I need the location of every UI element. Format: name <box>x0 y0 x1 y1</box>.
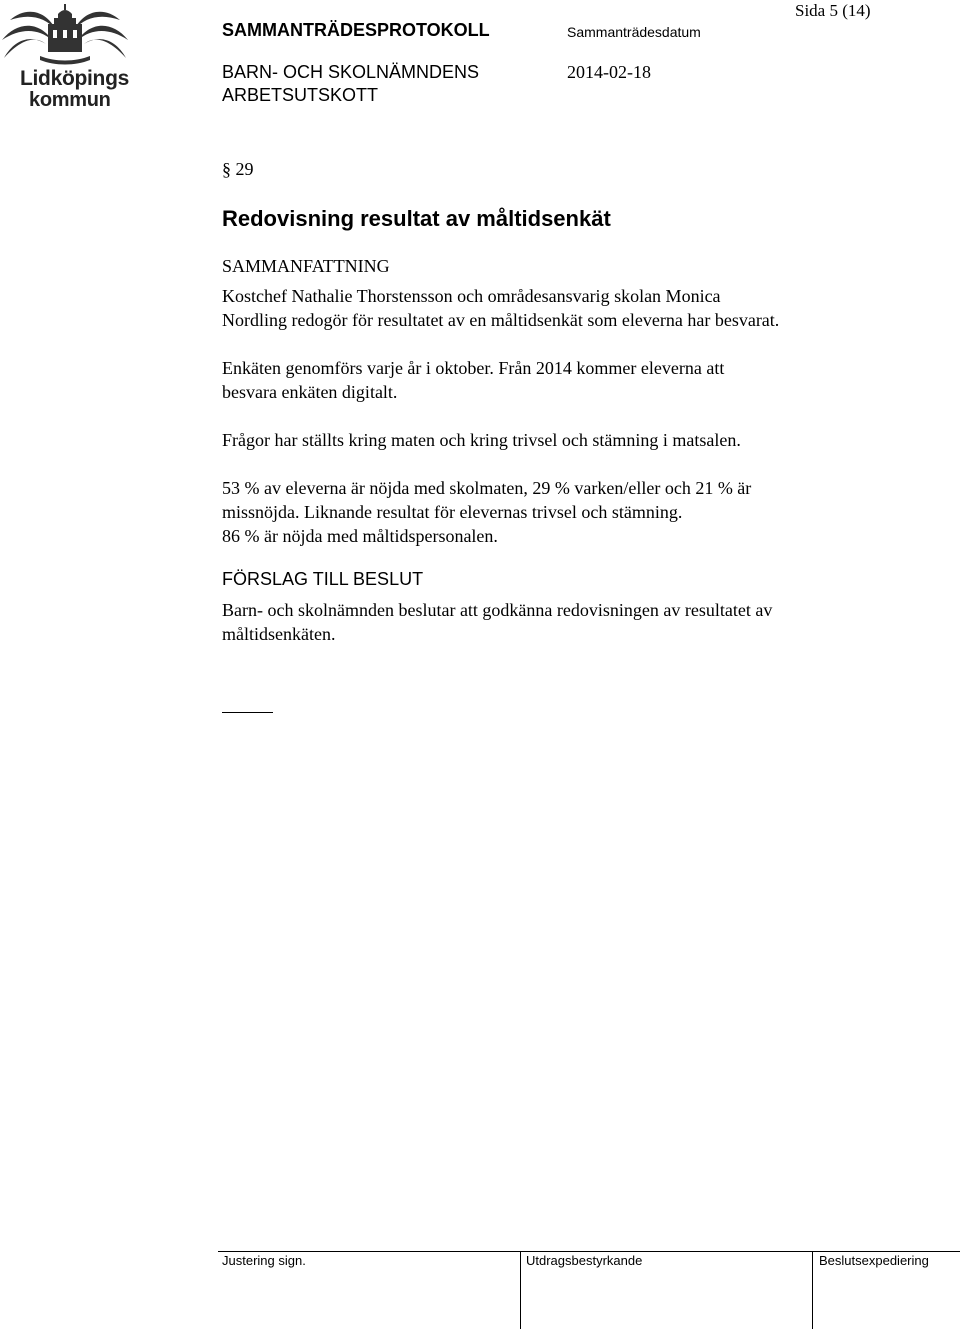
footer-justering-label: Justering sign. <box>222 1253 306 1268</box>
text-line: Enkäten genomförs varje år i oktober. Från 2014 kommer eleverna att <box>222 358 725 378</box>
footer-beslut-label: Beslutsexpediering <box>819 1253 929 1268</box>
proposal-heading: FÖRSLAG TILL BESLUT <box>222 569 424 589</box>
meeting-date-value: 2014-02-18 <box>567 62 651 82</box>
text-line: missnöjda. Liknande resultat för elevernas trivsel och stämning. <box>222 502 683 522</box>
text-line: Barn- och skolnämnden beslutar att godkänna redovisningen av resultatet av <box>222 600 773 620</box>
page-number: Sida 5 (14) <box>795 1 871 20</box>
text-line: Frågor har ställts kring maten och kring trivsel och stämning i matsalen. <box>222 430 741 450</box>
organization-line2: ARBETSUTSKOTT <box>222 85 379 105</box>
summary-paragraph-2 <box>222 356 724 404</box>
end-of-section-rule <box>222 712 273 713</box>
text-line: 53 % av eleverna är nöjda med skolmaten, 29 % varken/eller och 21 % är <box>222 478 752 498</box>
text-line: besvara enkäten digitalt. <box>222 382 398 402</box>
footer-divider-1 <box>520 1251 521 1329</box>
summary-heading: SAMMANFATTNING <box>222 256 390 276</box>
text-line: Kostchef Nathalie Thorstensson och områdesansvarig skolan Monica <box>222 286 721 306</box>
footer-utdrag-label: Utdragsbestyrkande <box>526 1253 643 1268</box>
section-number: § 29 <box>222 159 254 179</box>
footer-rule <box>218 1251 960 1252</box>
document-type: SAMMANTRÄDESPROTOKOLL <box>222 20 490 40</box>
footer-divider-2 <box>812 1251 813 1329</box>
summary-paragraph-4 <box>222 476 751 548</box>
text-line: 86 % är nöjda med måltidspersonalen. <box>222 526 498 546</box>
summary-paragraph-1 <box>222 284 779 332</box>
summary-paragraph-3 <box>222 428 741 452</box>
meeting-date-label: Sammanträdesdatum <box>567 24 701 40</box>
proposal-paragraph <box>222 598 772 646</box>
logo-text-line1: Lidköpings <box>20 67 129 90</box>
logo-text-line2: kommun <box>29 89 111 111</box>
text-line: måltidsenkäten. <box>222 624 336 644</box>
section-title: Redovisning resultat av måltidsenkät <box>222 206 611 231</box>
text-line: Nordling redogör för resultatet av en måltidsenkät som eleverna har besvarat. <box>222 310 780 330</box>
organization-line1: BARN- OCH SKOLNÄMNDENS <box>222 62 480 82</box>
